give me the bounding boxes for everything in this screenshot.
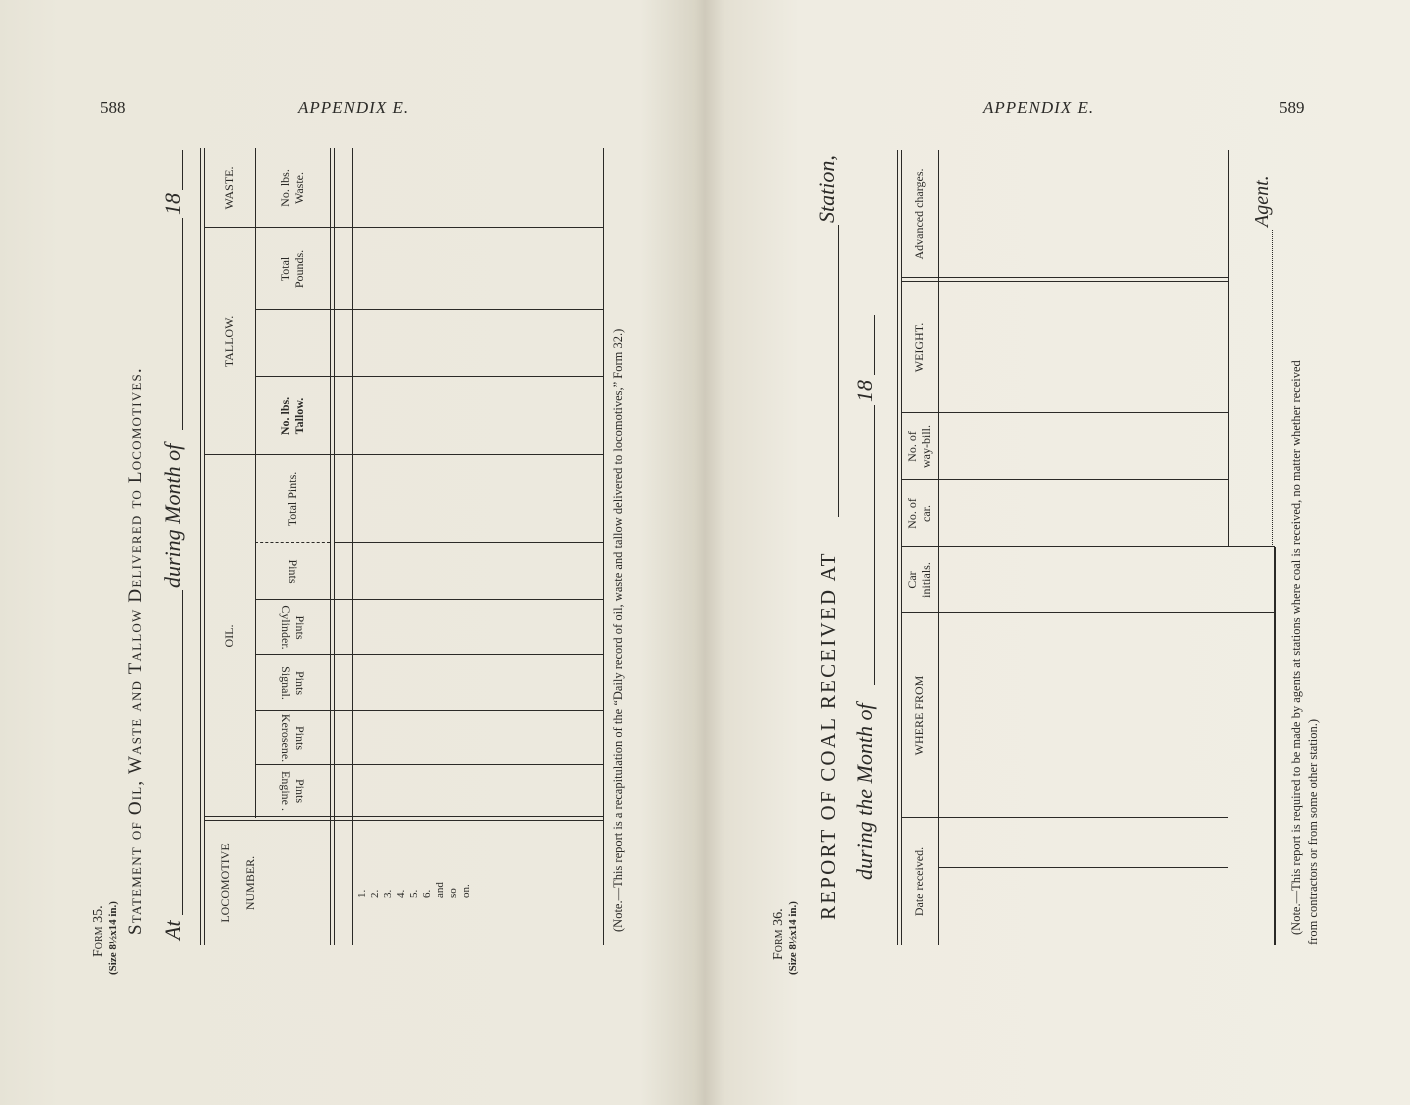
agent-signature-line[interactable] bbox=[1272, 230, 1273, 545]
form-label: Form 35. bbox=[91, 905, 106, 957]
at-label: At bbox=[160, 920, 185, 940]
col-car-initials: Car initials. bbox=[905, 562, 933, 598]
row-number: 3. bbox=[382, 889, 394, 898]
col-blank bbox=[255, 310, 330, 377]
page-number-right: 589 bbox=[1279, 98, 1305, 117]
header-oil: OIL. bbox=[222, 624, 237, 648]
month-blank[interactable] bbox=[182, 218, 183, 430]
col-pints: Pints bbox=[286, 559, 301, 584]
station-blank[interactable] bbox=[838, 225, 839, 517]
page-number-left: 588 bbox=[100, 98, 126, 117]
form-note-line-2: from contractors or from some other station.) bbox=[1306, 719, 1320, 945]
col-date-received: Date received. bbox=[911, 846, 926, 917]
col-weight: WEIGHT. bbox=[911, 322, 926, 373]
col-car-number: No. of car. bbox=[905, 498, 933, 529]
row-number: 5. bbox=[408, 889, 420, 898]
header-tallow: TALLOW. bbox=[222, 315, 237, 368]
header-number: NUMBER. bbox=[243, 855, 258, 911]
col-total-pounds: Total Pounds. bbox=[278, 249, 306, 289]
col-kerosene: Pints Kerosene. bbox=[279, 713, 307, 763]
month-blank[interactable] bbox=[874, 405, 875, 685]
row-number: 6. bbox=[421, 889, 433, 898]
year-blank[interactable] bbox=[874, 315, 875, 375]
month-label: during the Month of bbox=[852, 703, 877, 880]
year-prefix: 18 bbox=[852, 380, 877, 402]
form-title: Statement of Oil, Waste and Tallow Delivered to Locomotives. bbox=[125, 367, 146, 935]
form-note-line-1: (Note.—This report is required to be made by agents at stations where coal is received, no matter whether received bbox=[1289, 360, 1303, 935]
year-prefix: 18 bbox=[160, 193, 185, 215]
col-where-from: WHERE FROM bbox=[911, 675, 926, 756]
col-total-pints: Total Pints. bbox=[284, 471, 299, 527]
station-label: Station, bbox=[814, 155, 839, 223]
row-number: so bbox=[447, 888, 459, 898]
row-number: and bbox=[434, 882, 446, 898]
col-lbs-waste: No. lbs. Waste. bbox=[278, 169, 306, 207]
col-cylinder: Pints Cylinder. bbox=[279, 605, 307, 650]
form-title: REPORT OF COAL RECEIVED AT bbox=[816, 551, 840, 920]
at-blank[interactable] bbox=[182, 590, 183, 915]
running-head-right: APPENDIX E. bbox=[983, 98, 1095, 117]
form-36 bbox=[770, 135, 1330, 975]
row-numbers bbox=[356, 882, 473, 898]
running-head-left: APPENDIX E. bbox=[298, 98, 410, 117]
row-number: on. bbox=[460, 884, 472, 898]
col-advanced-charges: Advanced charges. bbox=[911, 168, 926, 260]
agent-label: Agent. bbox=[1251, 175, 1273, 227]
form-label: Form 36. bbox=[771, 908, 786, 960]
form-size: (Size 8½x14 in.) bbox=[787, 901, 799, 975]
form-35 bbox=[90, 130, 650, 975]
col-signal: Pints Signal. bbox=[279, 666, 307, 700]
month-label: during Month of bbox=[160, 443, 185, 588]
col-waybill-number: No. of way-bill. bbox=[905, 425, 933, 468]
row-number: 4. bbox=[395, 889, 407, 898]
row-number: 1. bbox=[356, 889, 368, 898]
header-waste: WASTE. bbox=[222, 166, 237, 210]
form-note: (Note.—This report is a recapitulation of the “Daily record of oil, waste and tallow delivered to locomotives,” Form 32.) bbox=[611, 328, 625, 932]
form-size: (Size 8½x14 in.) bbox=[107, 901, 119, 975]
row-number: 2. bbox=[369, 889, 381, 898]
year-blank[interactable] bbox=[182, 150, 183, 190]
col-engine: Pints Engine . bbox=[279, 771, 307, 811]
header-locomotive: LOCOMOTIVE bbox=[218, 843, 233, 923]
col-lbs-tallow: No. lbs. Tallow. bbox=[278, 396, 306, 436]
